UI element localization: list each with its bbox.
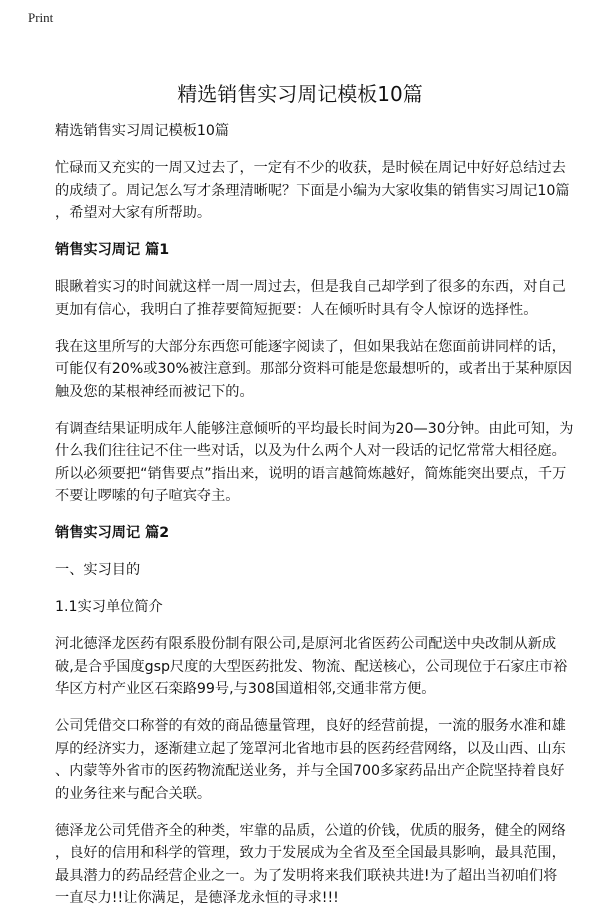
print-link[interactable]: Print bbox=[28, 10, 54, 25]
heading-text: 销售实习周记 篇1 bbox=[55, 242, 170, 258]
text-line: 可能仅有20%或30%被注意到。那部分资料可能是您最想听的，或者出于某种原因 bbox=[55, 361, 573, 377]
paragraph bbox=[55, 418, 574, 508]
text-line: 厚的经济实力，逐渐建立起了笼罩河北省地市县的医药经营网络，以及山西、山东 bbox=[55, 740, 566, 757]
document-body bbox=[55, 120, 574, 924]
text-line: 更加有信心，我明白了推荐要简短扼要：人在倾听时具有令人惊讶的选择性。 bbox=[55, 301, 538, 318]
subtitle bbox=[55, 120, 555, 143]
text-line: 最具潜力的药品经营企业之一。为了发明将来我们联袂共进!为了超出当初咱们将 bbox=[55, 867, 558, 884]
text-line: 德泽龙公司凭借齐全的种类，牢靠的品质，公道的价钱，优质的服务，健全的网络 bbox=[55, 822, 566, 839]
text-line: ，希望对大家有所帮助。 bbox=[55, 205, 212, 221]
text-line: 公司凭借交口称誉的有效的商品德量管理，良好的经营前提，一流的服务水准和雄 bbox=[55, 718, 566, 734]
text-line: 所以必须要把“销售要点”指出来，说明的语言越简炼越好，简炼能突出要点，千万 bbox=[55, 465, 567, 482]
paragraph bbox=[55, 715, 566, 805]
text-line: 忙碌而又充实的一周又过去了，一定有不少的收获，是时候在周记中好好总结过去 bbox=[55, 160, 566, 176]
text-line: 什么我们往往记不住一些对话，以及为什么两个人对一段话的记忆常常大相径庭。 bbox=[55, 443, 566, 459]
subtitle-text: 精选销售实习周记模板10篇 bbox=[55, 123, 230, 139]
text-line: 触及您的某根神经而被记下的。 bbox=[55, 383, 254, 400]
intro-paragraph bbox=[55, 157, 570, 225]
subheading-company-intro bbox=[55, 596, 555, 619]
section-heading-1 bbox=[55, 239, 555, 262]
text-line: ，良好的信用和科学的管理，致力于发展成为全省及至全国最具影响，最具范围， bbox=[55, 845, 566, 861]
text-line: 眼瞅着实习的时间就这样一周一周过去，但是我自己却学到了很多的东西，对自己 bbox=[55, 279, 566, 295]
page-title: 精选销售实习周记模板10篇 bbox=[177, 82, 423, 106]
text-line: 的业务往来与配合关联。 bbox=[55, 785, 212, 802]
paragraph bbox=[55, 633, 568, 701]
paragraph bbox=[55, 336, 573, 404]
text-line: 一直尽力!!让你满足，是德泽龙永恒的寻求!!! bbox=[55, 890, 339, 906]
subheading-text: 1.1实习单位简介 bbox=[55, 599, 163, 615]
text-line: 华区方村产业区石栾路99号,与308国道相邻,交通非常方便。 bbox=[55, 681, 436, 697]
text-line: 、内蒙等外省市的医药物流配送业务，并与全国700多家药品出产企院坚持着良好 bbox=[55, 763, 565, 779]
section-heading-2 bbox=[55, 522, 555, 545]
text-line: 我在这里所写的大部分东西您可能逐字阅读了，但如果我站在您面前讲同样的话， bbox=[55, 338, 566, 355]
paragraph bbox=[55, 820, 566, 910]
text-line: 河北德泽龙医药有限系股份制有限公司,是原河北省医药公司配送中央改制从新成 bbox=[55, 636, 557, 652]
subheading-purpose bbox=[55, 559, 555, 582]
text-line: 不要让啰嗦的句子喧宾夺主。 bbox=[55, 488, 240, 504]
text-line: 的成绩了。周记怎么写才条理清晰呢？下面是小编为大家收集的销售实习周记10篇 bbox=[55, 182, 570, 199]
subheading-text: 一、实习目的 bbox=[55, 562, 141, 578]
text-line: 破,是合乎国度gsp尺度的大型医药批发、物流、配送核心，公司现位于石家庄市裕 bbox=[55, 658, 568, 675]
text-line: 有调查结果证明成年人能够注意倾听的平均最长时间为20—30分钟。由此可知，为 bbox=[55, 420, 574, 437]
paragraph bbox=[55, 276, 566, 321]
heading-text: 销售实习周记 篇2 bbox=[55, 525, 170, 541]
